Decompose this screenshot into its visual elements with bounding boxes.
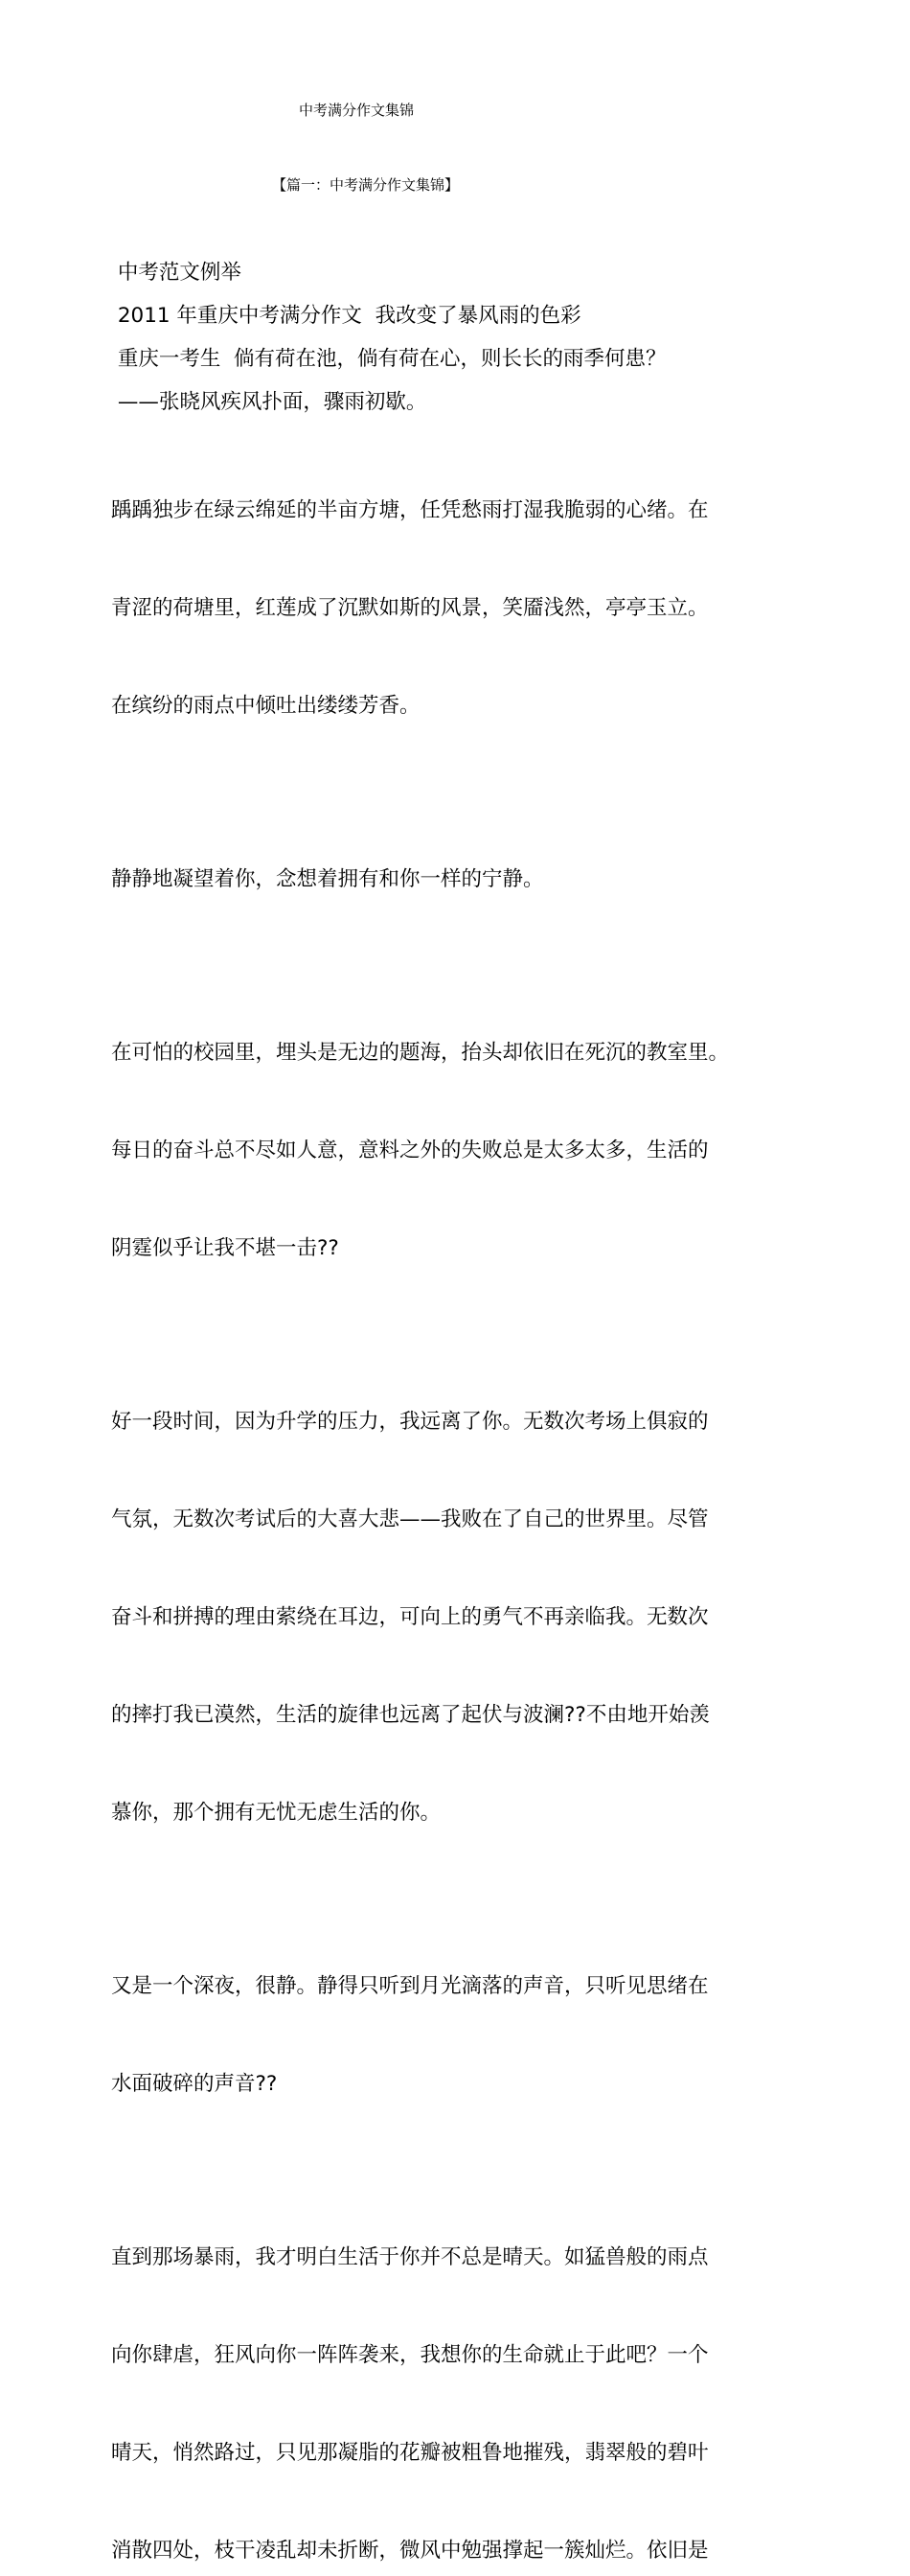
author-line: 重庆一考生 倘有荷在池，倘有荷在心，则长长的雨季何患？ (111, 347, 667, 371)
paragraph (111, 1341, 801, 1895)
paragraph (111, 429, 801, 788)
paragraph-line: 气氛，无数次考试后的大喜大悲——我败在了自己的世界里。尽管 (111, 1507, 709, 1531)
paragraph-line: 每日的奋斗总不尽如人意，意料之外的失败总是太多太多，生活的 (111, 1138, 709, 1162)
article-title: 2011 年重庆中考满分作文 我改变了暴风雨的色彩 (111, 304, 581, 328)
paragraph-line: 慕你，那个拥有无忧无虑生活的你。 (111, 1801, 442, 1825)
paragraph (111, 798, 801, 961)
section-title: 【篇一：中考满分作文集锦】 (272, 176, 460, 194)
paragraph-line: 踽踽独步在绿云绵延的半亩方塘，任凭愁雨打湿我脆弱的心绪。在 (111, 498, 709, 522)
paragraph-line: 好一段时间，因为升学的压力，我远离了你。无数次考场上俱寂的 (111, 1410, 709, 1434)
article-heading: 中考范文例举 (111, 261, 241, 285)
paragraph-line: 又是一个深夜，很静。静得只听到月光滴落的声音，只听见思绪在 (111, 1974, 709, 1998)
paragraph-line: 青涩的荷塘里，红莲成了沉默如斯的风景，笑靥浅然，亭亭玉立。 (111, 596, 709, 620)
paragraph-line: 阴霆似乎让我不堪一击?? (111, 1236, 339, 1260)
paragraph-line: 晴天，悄然路过，只见那凝脂的花瓣被粗鲁地摧残，翡翠般的碧叶 (111, 2441, 709, 2465)
paragraph-line: 的摔打我已漠然，生活的旋律也远离了起伏与波澜??不由地开始羡 (111, 1703, 710, 1727)
paragraph-line: 向你肆虐，狂风向你一阵阵袭来，我想你的生命就止于此吧？一个 (111, 2343, 709, 2367)
paragraph (111, 1905, 801, 2166)
paragraph-line: 水面破碎的声音?? (111, 2072, 278, 2096)
paragraph-line: 直到那场暴雨，我才明白生活于你并不总是晴天。如猛兽般的雨点 (111, 2245, 709, 2269)
paragraph-line: 在缤纷的雨点中倾吐出缕缕芳香。 (111, 694, 421, 718)
paragraph-line: 在可怕的校园里，埋头是无边的题海，抬头却依旧在死沉的教室里。 (111, 1041, 730, 1065)
header-title: 中考满分作文集锦 (299, 102, 415, 119)
paragraph (111, 2176, 801, 2576)
paragraph-line: 奋斗和拼搏的理由萦绕在耳边，可向上的勇气不再亲临我。无数次 (111, 1605, 709, 1629)
paragraph-line: 静静地凝望着你，念想着拥有和你一样的宁静。 (111, 867, 544, 891)
paragraph (111, 972, 801, 1330)
paragraph-line: 消散四处，枝干凌乱却未折断，微风中勉强撑起一簇灿烂。依旧是 (111, 2539, 709, 2563)
quote-line: ——张晓风疾风扑面，骤雨初歇。 (111, 390, 427, 414)
article-body (111, 257, 801, 2576)
